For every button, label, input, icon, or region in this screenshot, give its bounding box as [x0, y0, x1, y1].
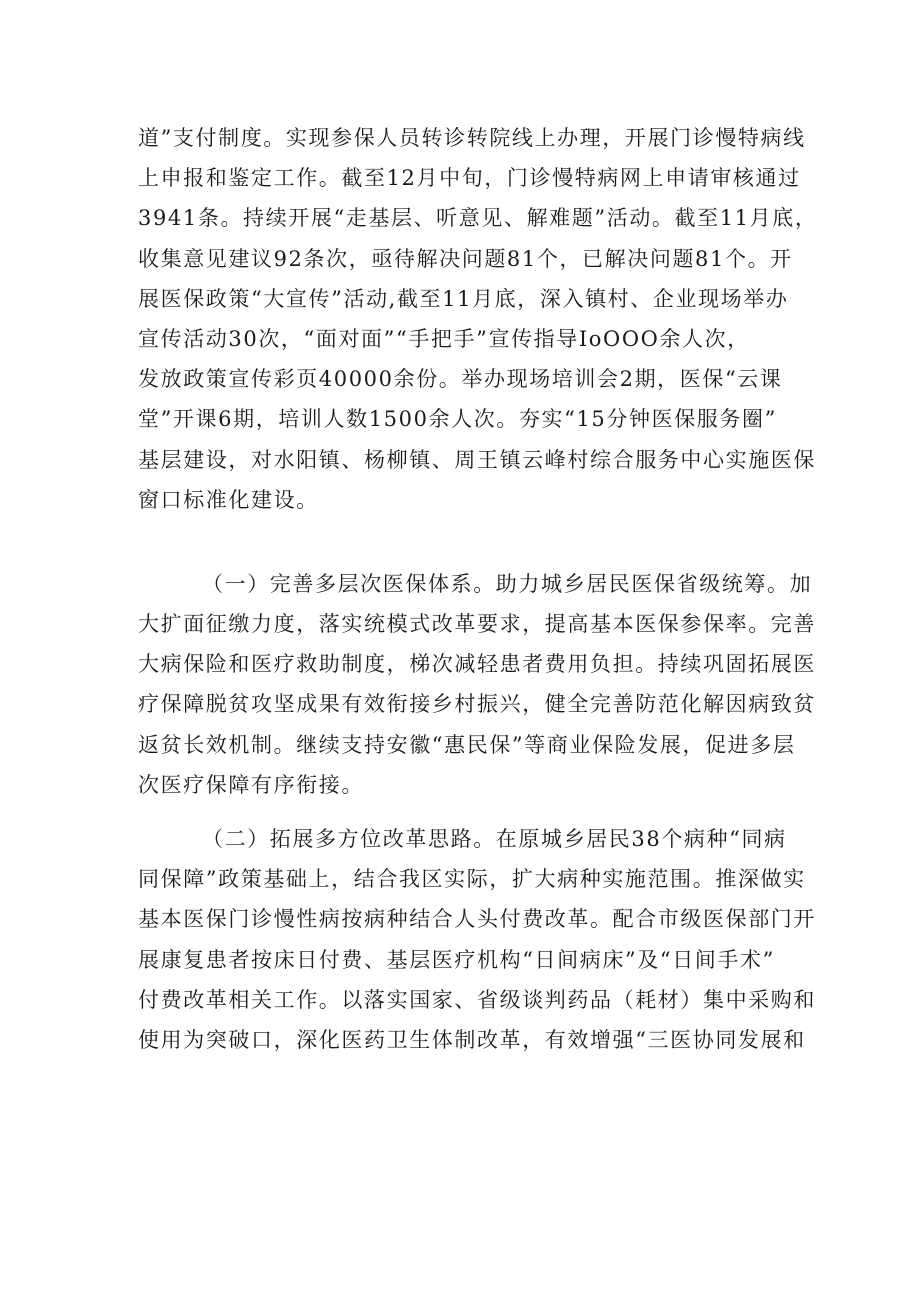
- text-line: （一）完善多层次医保体系。助力城乡居民医保省级统筹。加: [202, 571, 813, 596]
- text-line: 发放政策宣传彩页40000余份。举办现场培训会2期，医保“云课: [138, 367, 783, 392]
- text-line: 疗保障脱贫攻坚成果有效衔接乡村振兴，健全完善防范化解因病致贫: [138, 692, 816, 717]
- text-line: 次医疗保障有序衔接。: [138, 772, 364, 797]
- text-line: 返贫长效机制。继续支持安徽“惠民保”等商业保险发展，促进多层: [138, 732, 796, 757]
- text-line: 大扩面征缴力度，落实统模式改革要求，提高基本医保参保率。完善: [138, 612, 816, 637]
- document-body: [138, 118, 818, 1060]
- paragraph-gap: [138, 805, 802, 819]
- text-line: 展医保政策“大宣传”活动,截至11月底，深入镇村、企业现场举办: [138, 286, 789, 311]
- text-line: 基本医保门诊慢性病按病种结合人头付费改革。配合市级医保部门开: [138, 907, 816, 932]
- section-heading: [138, 520, 802, 564]
- text-line: 宣传活动30次，“面对面”“手把手”宣传指导IoOOO余人次，: [138, 326, 750, 351]
- text-line: 上申报和鉴定工作。截至12月中旬，门诊慢特病网上申请审核通过: [138, 166, 801, 191]
- text-line: 大病保险和医疗救助制度，梯次减轻患者费用负担。持续巩固拓展医: [138, 652, 816, 677]
- text-line: 使用为突破口，深化医药卫生体制改革，有效增强“三医协同发展和: [138, 1027, 806, 1052]
- paragraph-payment-and-outreach: [138, 118, 818, 520]
- text-line: 基层建设，对水阳镇、杨柳镇、周王镇云峰村综合服务中心实施医保: [138, 447, 816, 472]
- text-line: 付费改革相关工作。以落实国家、省级谈判药品（耗材）集中采购和: [138, 987, 816, 1012]
- text-line: 道”支付制度。实现参保人员转诊转院线上办理，开展门诊慢特病线: [138, 126, 806, 150]
- text-line: （二）拓展多方位改革思路。在原城乡居民38个病种“同病: [202, 827, 787, 851]
- paragraph-multilevel-system: [138, 564, 816, 805]
- text-line: 收集意见建议92条次，亟待解决问题81个，已解决问题81个。开: [138, 246, 793, 271]
- paragraph-reform: [138, 819, 816, 1060]
- text-line: 同保障”政策基础上，结合我区实际，扩大病种实施范围。推深做实: [138, 867, 806, 892]
- text-line: 展康复患者按床日付费、基层医疗机构“日间病床”及“日间手术”: [138, 947, 775, 972]
- text-line: 3941条。持续开展“走基层、听意见、解难题”活动。截至11月底，: [138, 206, 818, 231]
- text-line: 窗口标准化建设。: [138, 487, 319, 512]
- text-line: 堂”开课6期，培训人数1500余人次。夯实“15分钟医保服务圈”: [138, 407, 777, 432]
